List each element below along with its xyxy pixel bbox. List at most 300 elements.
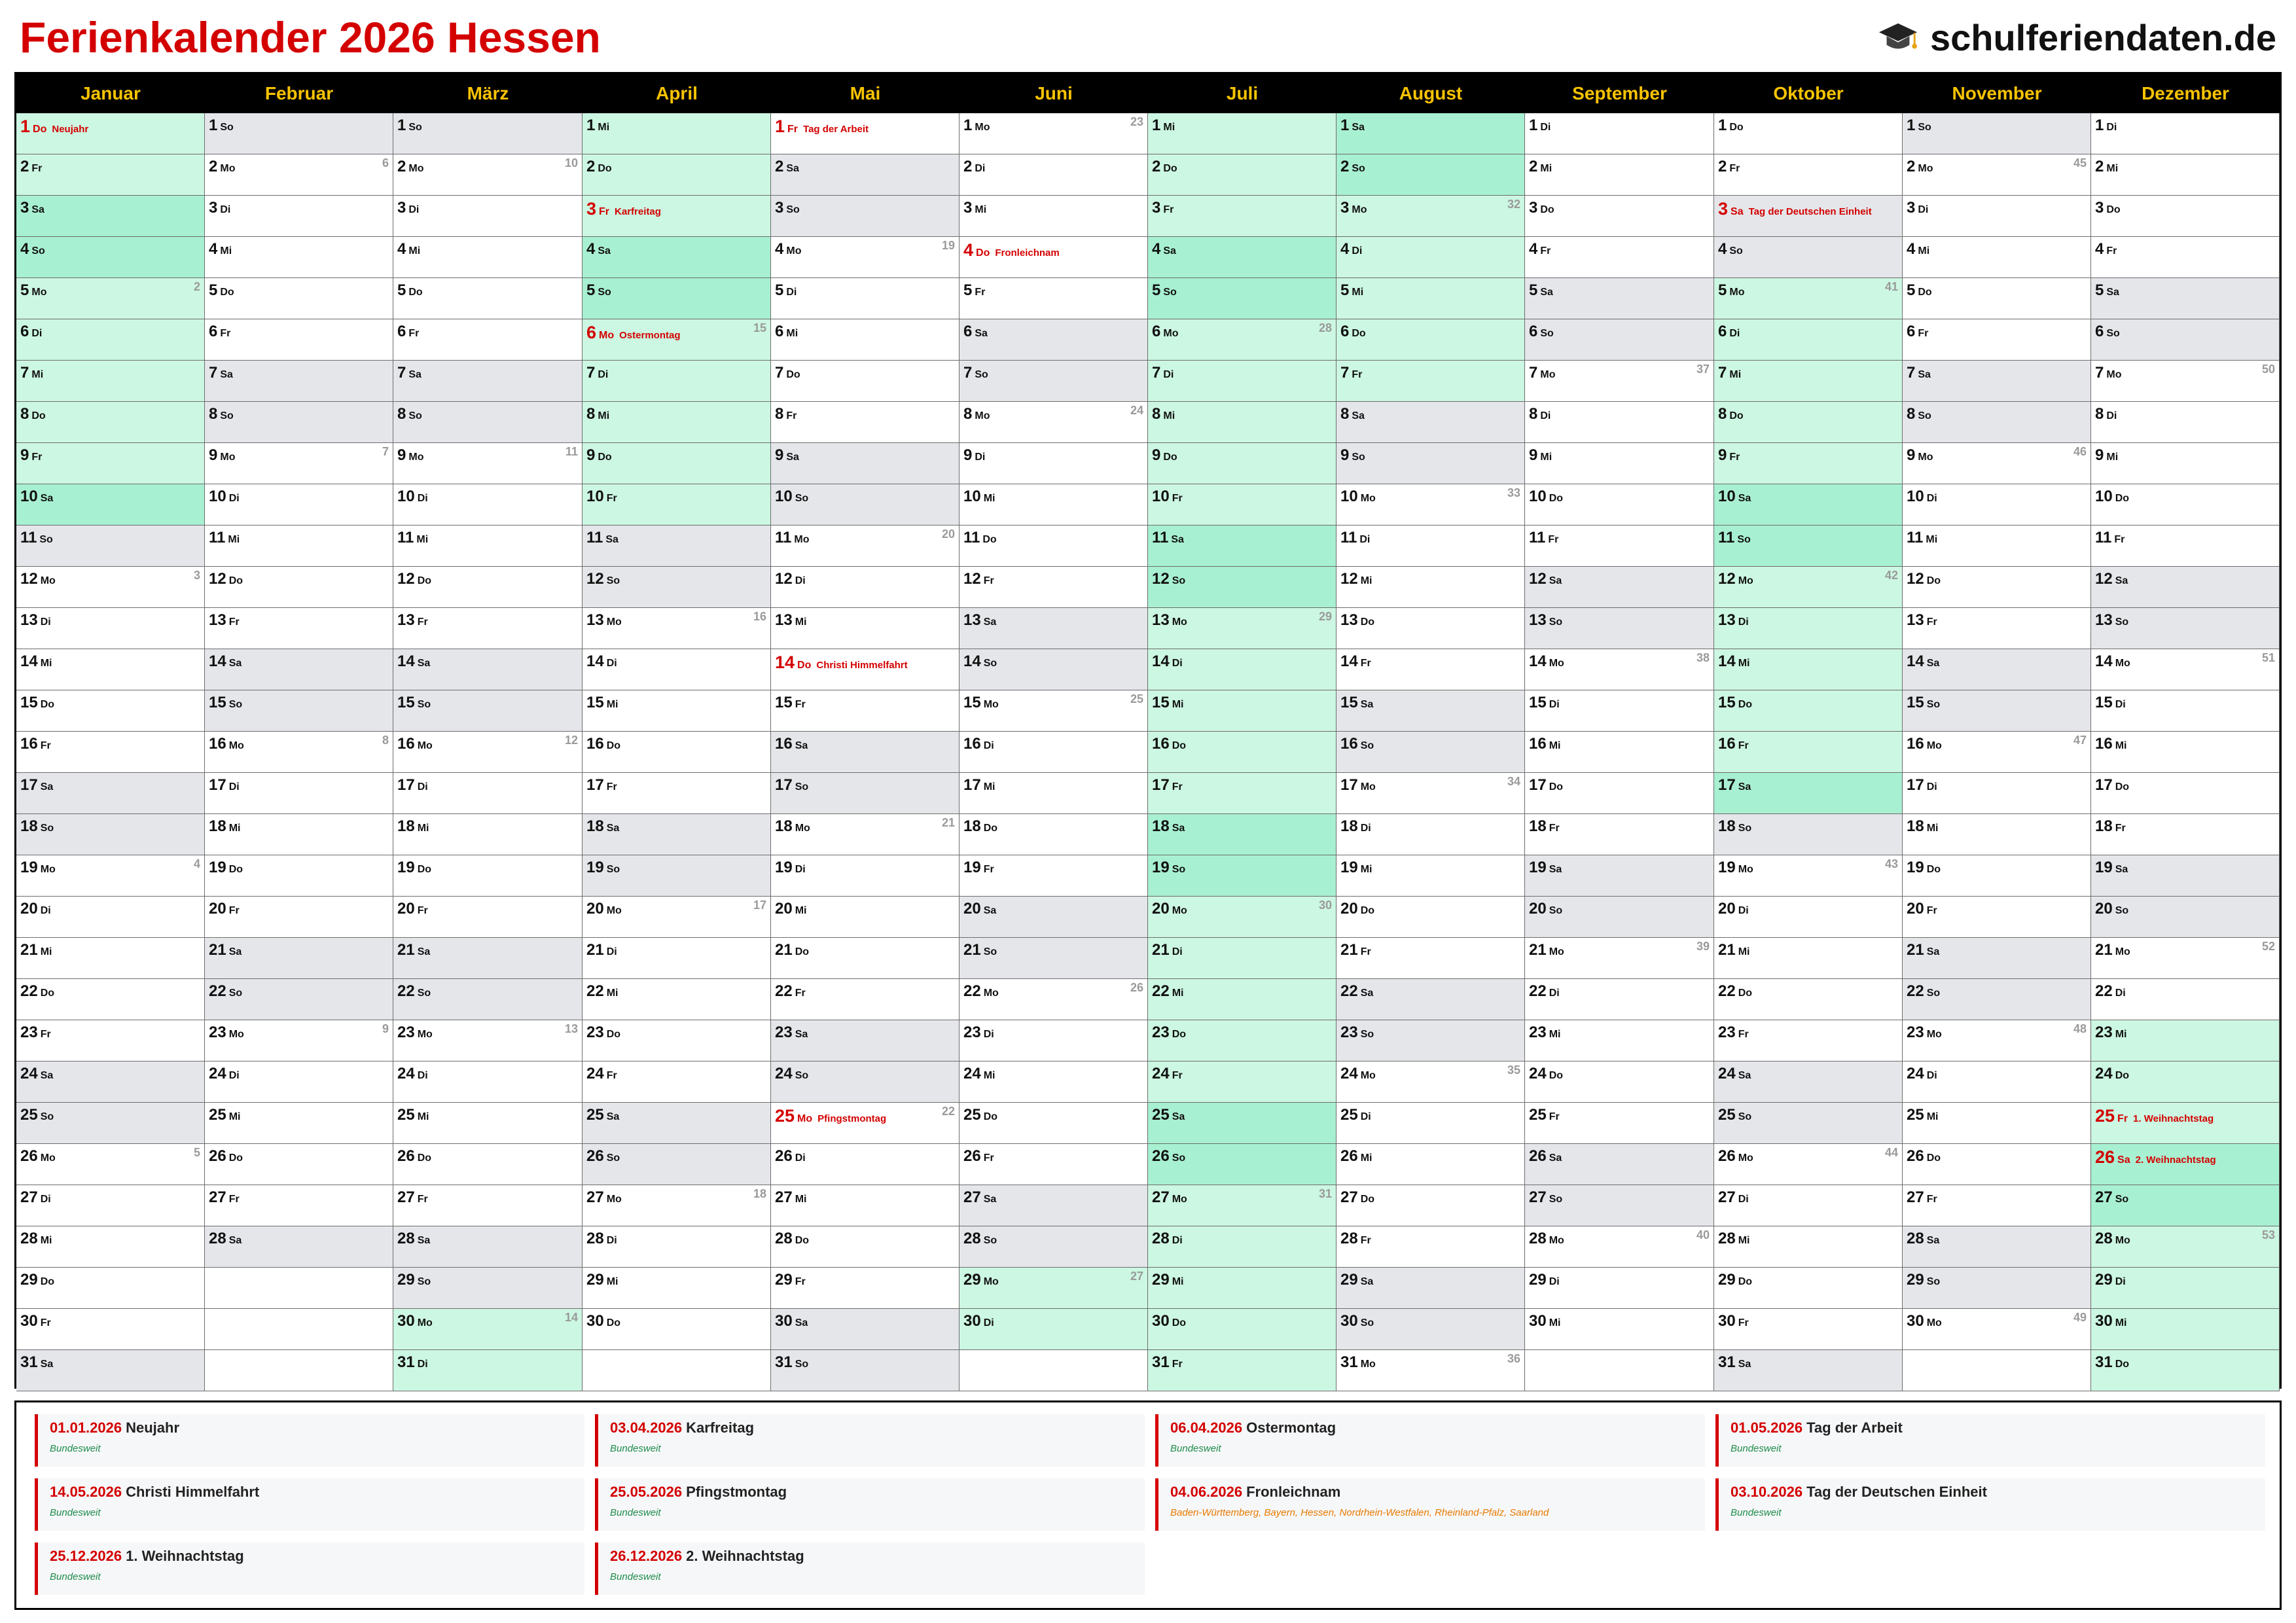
day-cell[interactable] <box>960 690 1148 732</box>
day-cell[interactable] <box>960 154 1148 196</box>
day-cell[interactable] <box>1525 196 1714 237</box>
day-cell[interactable] <box>16 773 205 814</box>
day-cell[interactable] <box>393 938 583 979</box>
day-cell[interactable] <box>393 567 583 608</box>
day-cell[interactable] <box>1714 1103 1903 1144</box>
day-cell[interactable] <box>1148 773 1336 814</box>
day-cell[interactable] <box>1148 278 1336 319</box>
day-cell[interactable] <box>393 690 583 732</box>
day-cell[interactable] <box>2091 1185 2280 1226</box>
day-cell[interactable] <box>2091 649 2280 690</box>
day-cell[interactable] <box>1148 649 1336 690</box>
day-cell[interactable] <box>205 443 393 484</box>
day-cell[interactable] <box>1903 649 2091 690</box>
day-cell[interactable] <box>205 567 393 608</box>
day-cell[interactable] <box>1336 1020 1525 1061</box>
day-cell[interactable] <box>2091 1020 2280 1061</box>
day-cell[interactable] <box>1714 732 1903 773</box>
day-cell[interactable] <box>1525 690 1714 732</box>
day-cell[interactable] <box>1714 608 1903 649</box>
day-cell[interactable] <box>16 938 205 979</box>
day-cell[interactable] <box>1525 938 1714 979</box>
day-cell[interactable] <box>960 237 1148 278</box>
day-cell[interactable] <box>1903 1061 2091 1103</box>
day-cell[interactable] <box>1525 113 1714 154</box>
day-cell[interactable] <box>960 649 1148 690</box>
day-cell[interactable] <box>393 1185 583 1226</box>
day-cell[interactable] <box>960 855 1148 897</box>
day-cell[interactable] <box>1148 319 1336 361</box>
day-cell[interactable] <box>2091 484 2280 526</box>
day-cell[interactable] <box>771 1061 960 1103</box>
day-cell[interactable] <box>393 113 583 154</box>
day-cell[interactable] <box>1903 526 2091 567</box>
day-cell[interactable] <box>16 608 205 649</box>
day-cell[interactable] <box>16 154 205 196</box>
day-cell[interactable] <box>393 1350 583 1391</box>
day-cell[interactable] <box>583 484 771 526</box>
day-cell[interactable] <box>1714 1309 1903 1350</box>
day-cell[interactable] <box>771 1309 960 1350</box>
day-cell[interactable] <box>1525 1103 1714 1144</box>
day-cell[interactable] <box>16 1226 205 1268</box>
day-cell[interactable] <box>1336 690 1525 732</box>
day-cell[interactable] <box>1903 732 2091 773</box>
day-cell[interactable] <box>1336 1103 1525 1144</box>
day-cell[interactable] <box>205 1226 393 1268</box>
day-cell[interactable] <box>1336 1309 1525 1350</box>
day-cell[interactable] <box>583 237 771 278</box>
day-cell[interactable] <box>393 278 583 319</box>
day-cell[interactable] <box>771 237 960 278</box>
day-cell[interactable] <box>1525 278 1714 319</box>
day-cell[interactable] <box>1903 897 2091 938</box>
day-cell[interactable] <box>1714 361 1903 402</box>
day-cell[interactable] <box>2091 196 2280 237</box>
day-cell[interactable] <box>1714 649 1903 690</box>
day-cell[interactable] <box>960 979 1148 1020</box>
day-cell[interactable] <box>771 649 960 690</box>
day-cell[interactable] <box>16 567 205 608</box>
day-cell[interactable] <box>1336 319 1525 361</box>
day-cell[interactable] <box>2091 402 2280 443</box>
day-cell[interactable] <box>1525 1061 1714 1103</box>
day-cell[interactable] <box>16 1309 205 1350</box>
day-cell[interactable] <box>1336 855 1525 897</box>
day-cell[interactable] <box>1714 773 1903 814</box>
day-cell[interactable] <box>1525 484 1714 526</box>
day-cell[interactable] <box>1714 1185 1903 1226</box>
day-cell[interactable] <box>583 732 771 773</box>
day-cell[interactable] <box>960 938 1148 979</box>
day-cell[interactable] <box>393 484 583 526</box>
day-cell[interactable] <box>960 319 1148 361</box>
day-cell[interactable] <box>2091 773 2280 814</box>
day-cell[interactable] <box>1525 1185 1714 1226</box>
day-cell[interactable] <box>1714 979 1903 1020</box>
day-cell[interactable] <box>1148 1309 1336 1350</box>
day-cell[interactable] <box>1525 979 1714 1020</box>
day-cell[interactable] <box>771 402 960 443</box>
day-cell[interactable] <box>771 319 960 361</box>
day-cell[interactable] <box>205 814 393 855</box>
day-cell[interactable] <box>1903 608 2091 649</box>
day-cell[interactable] <box>393 1103 583 1144</box>
day-cell[interactable] <box>1336 979 1525 1020</box>
day-cell[interactable] <box>1714 690 1903 732</box>
day-cell[interactable] <box>2091 732 2280 773</box>
day-cell[interactable] <box>1714 814 1903 855</box>
day-cell[interactable] <box>771 690 960 732</box>
day-cell[interactable] <box>1903 443 2091 484</box>
day-cell[interactable] <box>1903 361 2091 402</box>
day-cell[interactable] <box>1714 855 1903 897</box>
day-cell[interactable] <box>771 1020 960 1061</box>
day-cell[interactable] <box>960 361 1148 402</box>
day-cell[interactable] <box>1336 938 1525 979</box>
day-cell[interactable] <box>393 196 583 237</box>
day-cell[interactable] <box>1903 690 2091 732</box>
day-cell[interactable] <box>1714 237 1903 278</box>
day-cell[interactable] <box>16 855 205 897</box>
day-cell[interactable] <box>16 1144 205 1185</box>
day-cell[interactable] <box>1525 1268 1714 1309</box>
day-cell[interactable] <box>205 1144 393 1185</box>
day-cell[interactable] <box>205 649 393 690</box>
day-cell[interactable] <box>205 154 393 196</box>
day-cell[interactable] <box>16 1350 205 1391</box>
day-cell[interactable] <box>771 897 960 938</box>
day-cell[interactable] <box>960 196 1148 237</box>
day-cell[interactable] <box>960 1309 1148 1350</box>
day-cell[interactable] <box>1525 361 1714 402</box>
day-cell[interactable] <box>2091 855 2280 897</box>
day-cell[interactable] <box>2091 979 2280 1020</box>
day-cell[interactable] <box>2091 897 2280 938</box>
day-cell[interactable] <box>1714 1020 1903 1061</box>
day-cell[interactable] <box>1148 814 1336 855</box>
day-cell[interactable] <box>771 1268 960 1309</box>
day-cell[interactable] <box>16 526 205 567</box>
day-cell[interactable] <box>16 1020 205 1061</box>
day-cell[interactable] <box>583 690 771 732</box>
day-cell[interactable] <box>205 979 393 1020</box>
day-cell[interactable] <box>960 1226 1148 1268</box>
day-cell[interactable] <box>2091 814 2280 855</box>
day-cell[interactable] <box>1148 732 1336 773</box>
day-cell[interactable] <box>1903 773 2091 814</box>
day-cell[interactable] <box>771 567 960 608</box>
day-cell[interactable] <box>2091 237 2280 278</box>
day-cell[interactable] <box>1336 567 1525 608</box>
day-cell[interactable] <box>1525 1309 1714 1350</box>
day-cell[interactable] <box>1903 237 2091 278</box>
day-cell[interactable] <box>583 278 771 319</box>
day-cell[interactable] <box>960 402 1148 443</box>
day-cell[interactable] <box>205 361 393 402</box>
day-cell[interactable] <box>2091 1309 2280 1350</box>
day-cell[interactable] <box>16 1268 205 1309</box>
day-cell[interactable] <box>1336 1061 1525 1103</box>
day-cell[interactable] <box>1903 938 2091 979</box>
day-cell[interactable] <box>2091 1226 2280 1268</box>
day-cell[interactable] <box>1148 897 1336 938</box>
day-cell[interactable] <box>1525 402 1714 443</box>
day-cell[interactable] <box>1148 690 1336 732</box>
day-cell[interactable] <box>1336 1226 1525 1268</box>
day-cell[interactable] <box>16 402 205 443</box>
day-cell[interactable] <box>583 154 771 196</box>
day-cell[interactable] <box>205 732 393 773</box>
day-cell[interactable] <box>205 484 393 526</box>
day-cell[interactable] <box>960 1061 1148 1103</box>
day-cell[interactable] <box>393 443 583 484</box>
day-cell[interactable] <box>960 526 1148 567</box>
day-cell[interactable] <box>205 608 393 649</box>
day-cell[interactable] <box>1714 443 1903 484</box>
day-cell[interactable] <box>2091 443 2280 484</box>
day-cell[interactable] <box>1714 196 1903 237</box>
day-cell[interactable] <box>771 608 960 649</box>
day-cell[interactable] <box>960 1020 1148 1061</box>
day-cell[interactable] <box>393 608 583 649</box>
day-cell[interactable] <box>16 361 205 402</box>
day-cell[interactable] <box>393 1226 583 1268</box>
day-cell[interactable] <box>1525 154 1714 196</box>
day-cell[interactable] <box>1336 484 1525 526</box>
day-cell[interactable] <box>960 608 1148 649</box>
day-cell[interactable] <box>771 979 960 1020</box>
day-cell[interactable] <box>1903 154 2091 196</box>
day-cell[interactable] <box>771 855 960 897</box>
day-cell[interactable] <box>16 732 205 773</box>
day-cell[interactable] <box>1148 979 1336 1020</box>
day-cell[interactable] <box>205 319 393 361</box>
day-cell[interactable] <box>1525 526 1714 567</box>
day-cell[interactable] <box>1148 1061 1336 1103</box>
day-cell[interactable] <box>393 402 583 443</box>
day-cell[interactable] <box>205 196 393 237</box>
day-cell[interactable] <box>1148 484 1336 526</box>
day-cell[interactable] <box>1714 1268 1903 1309</box>
day-cell[interactable] <box>2091 1103 2280 1144</box>
day-cell[interactable] <box>1525 649 1714 690</box>
day-cell[interactable] <box>393 855 583 897</box>
day-cell[interactable] <box>583 1103 771 1144</box>
day-cell[interactable] <box>205 1061 393 1103</box>
day-cell[interactable] <box>771 1103 960 1144</box>
day-cell[interactable] <box>1903 814 2091 855</box>
day-cell[interactable] <box>1525 319 1714 361</box>
day-cell[interactable] <box>1336 196 1525 237</box>
day-cell[interactable] <box>16 484 205 526</box>
day-cell[interactable] <box>1336 1144 1525 1185</box>
day-cell[interactable] <box>1148 608 1336 649</box>
day-cell[interactable] <box>583 361 771 402</box>
day-cell[interactable] <box>205 1185 393 1226</box>
day-cell[interactable] <box>1148 1185 1336 1226</box>
day-cell[interactable] <box>205 1020 393 1061</box>
day-cell[interactable] <box>583 855 771 897</box>
day-cell[interactable] <box>2091 319 2280 361</box>
day-cell[interactable] <box>1903 1020 2091 1061</box>
day-cell[interactable] <box>1525 855 1714 897</box>
day-cell[interactable] <box>1148 1103 1336 1144</box>
day-cell[interactable] <box>583 1268 771 1309</box>
day-cell[interactable] <box>2091 690 2280 732</box>
day-cell[interactable] <box>960 567 1148 608</box>
day-cell[interactable] <box>1525 237 1714 278</box>
day-cell[interactable] <box>393 154 583 196</box>
day-cell[interactable] <box>771 526 960 567</box>
day-cell[interactable] <box>16 1103 205 1144</box>
day-cell[interactable] <box>1525 732 1714 773</box>
day-cell[interactable] <box>583 773 771 814</box>
day-cell[interactable] <box>393 814 583 855</box>
day-cell[interactable] <box>1336 113 1525 154</box>
day-cell[interactable] <box>960 1103 1148 1144</box>
day-cell[interactable] <box>393 319 583 361</box>
day-cell[interactable] <box>1903 113 2091 154</box>
day-cell[interactable] <box>1336 1350 1525 1391</box>
day-cell[interactable] <box>1903 319 2091 361</box>
day-cell[interactable] <box>16 1185 205 1226</box>
day-cell[interactable] <box>16 319 205 361</box>
day-cell[interactable] <box>16 196 205 237</box>
day-cell[interactable] <box>1525 443 1714 484</box>
day-cell[interactable] <box>1148 855 1336 897</box>
day-cell[interactable] <box>1148 237 1336 278</box>
day-cell[interactable] <box>2091 1268 2280 1309</box>
day-cell[interactable] <box>771 1350 960 1391</box>
day-cell[interactable] <box>16 690 205 732</box>
day-cell[interactable] <box>1148 567 1336 608</box>
day-cell[interactable] <box>771 773 960 814</box>
day-cell[interactable] <box>771 732 960 773</box>
day-cell[interactable] <box>205 278 393 319</box>
day-cell[interactable] <box>1336 1185 1525 1226</box>
day-cell[interactable] <box>2091 278 2280 319</box>
day-cell[interactable] <box>583 1061 771 1103</box>
day-cell[interactable] <box>583 608 771 649</box>
day-cell[interactable] <box>1148 1350 1336 1391</box>
day-cell[interactable] <box>583 1144 771 1185</box>
day-cell[interactable] <box>393 979 583 1020</box>
day-cell[interactable] <box>1903 278 2091 319</box>
day-cell[interactable] <box>583 1020 771 1061</box>
day-cell[interactable] <box>1336 1268 1525 1309</box>
day-cell[interactable] <box>1714 526 1903 567</box>
day-cell[interactable] <box>205 690 393 732</box>
day-cell[interactable] <box>16 278 205 319</box>
day-cell[interactable] <box>1903 567 2091 608</box>
day-cell[interactable] <box>393 732 583 773</box>
day-cell[interactable] <box>960 897 1148 938</box>
day-cell[interactable] <box>1525 1144 1714 1185</box>
day-cell[interactable] <box>16 814 205 855</box>
day-cell[interactable] <box>16 113 205 154</box>
day-cell[interactable] <box>2091 526 2280 567</box>
day-cell[interactable] <box>1714 1144 1903 1185</box>
day-cell[interactable] <box>1336 526 1525 567</box>
day-cell[interactable] <box>1525 1226 1714 1268</box>
day-cell[interactable] <box>1903 1226 2091 1268</box>
day-cell[interactable] <box>1903 1309 2091 1350</box>
day-cell[interactable] <box>16 1061 205 1103</box>
day-cell[interactable] <box>583 113 771 154</box>
day-cell[interactable] <box>1336 443 1525 484</box>
day-cell[interactable] <box>205 1103 393 1144</box>
day-cell[interactable] <box>1336 237 1525 278</box>
day-cell[interactable] <box>205 855 393 897</box>
day-cell[interactable] <box>583 443 771 484</box>
day-cell[interactable] <box>1336 897 1525 938</box>
day-cell[interactable] <box>1903 1144 2091 1185</box>
day-cell[interactable] <box>583 897 771 938</box>
day-cell[interactable] <box>960 814 1148 855</box>
day-cell[interactable] <box>771 814 960 855</box>
day-cell[interactable] <box>2091 361 2280 402</box>
day-cell[interactable] <box>1714 278 1903 319</box>
day-cell[interactable] <box>393 1144 583 1185</box>
day-cell[interactable] <box>1903 402 2091 443</box>
day-cell[interactable] <box>16 649 205 690</box>
day-cell[interactable] <box>1148 361 1336 402</box>
day-cell[interactable] <box>583 319 771 361</box>
day-cell[interactable] <box>1714 484 1903 526</box>
day-cell[interactable] <box>16 237 205 278</box>
day-cell[interactable] <box>393 1268 583 1309</box>
day-cell[interactable] <box>1714 113 1903 154</box>
day-cell[interactable] <box>393 237 583 278</box>
day-cell[interactable] <box>960 1185 1148 1226</box>
day-cell[interactable] <box>771 1144 960 1185</box>
day-cell[interactable] <box>393 1020 583 1061</box>
day-cell[interactable] <box>1714 154 1903 196</box>
day-cell[interactable] <box>583 1226 771 1268</box>
day-cell[interactable] <box>960 732 1148 773</box>
day-cell[interactable] <box>16 897 205 938</box>
day-cell[interactable] <box>1148 526 1336 567</box>
day-cell[interactable] <box>393 361 583 402</box>
day-cell[interactable] <box>2091 154 2280 196</box>
day-cell[interactable] <box>1148 1020 1336 1061</box>
day-cell[interactable] <box>1336 402 1525 443</box>
day-cell[interactable] <box>1903 196 2091 237</box>
day-cell[interactable] <box>1903 1185 2091 1226</box>
day-cell[interactable] <box>1525 567 1714 608</box>
day-cell[interactable] <box>1336 773 1525 814</box>
day-cell[interactable] <box>393 773 583 814</box>
day-cell[interactable] <box>771 1185 960 1226</box>
day-cell[interactable] <box>1336 608 1525 649</box>
day-cell[interactable] <box>960 278 1148 319</box>
day-cell[interactable] <box>583 979 771 1020</box>
day-cell[interactable] <box>583 938 771 979</box>
day-cell[interactable] <box>205 897 393 938</box>
day-cell[interactable] <box>771 484 960 526</box>
day-cell[interactable] <box>1903 484 2091 526</box>
day-cell[interactable] <box>1148 402 1336 443</box>
day-cell[interactable] <box>1714 1226 1903 1268</box>
day-cell[interactable] <box>393 1309 583 1350</box>
day-cell[interactable] <box>205 938 393 979</box>
day-cell[interactable] <box>393 649 583 690</box>
day-cell[interactable] <box>1714 938 1903 979</box>
day-cell[interactable] <box>1336 649 1525 690</box>
day-cell[interactable] <box>1148 443 1336 484</box>
day-cell[interactable] <box>1148 1268 1336 1309</box>
